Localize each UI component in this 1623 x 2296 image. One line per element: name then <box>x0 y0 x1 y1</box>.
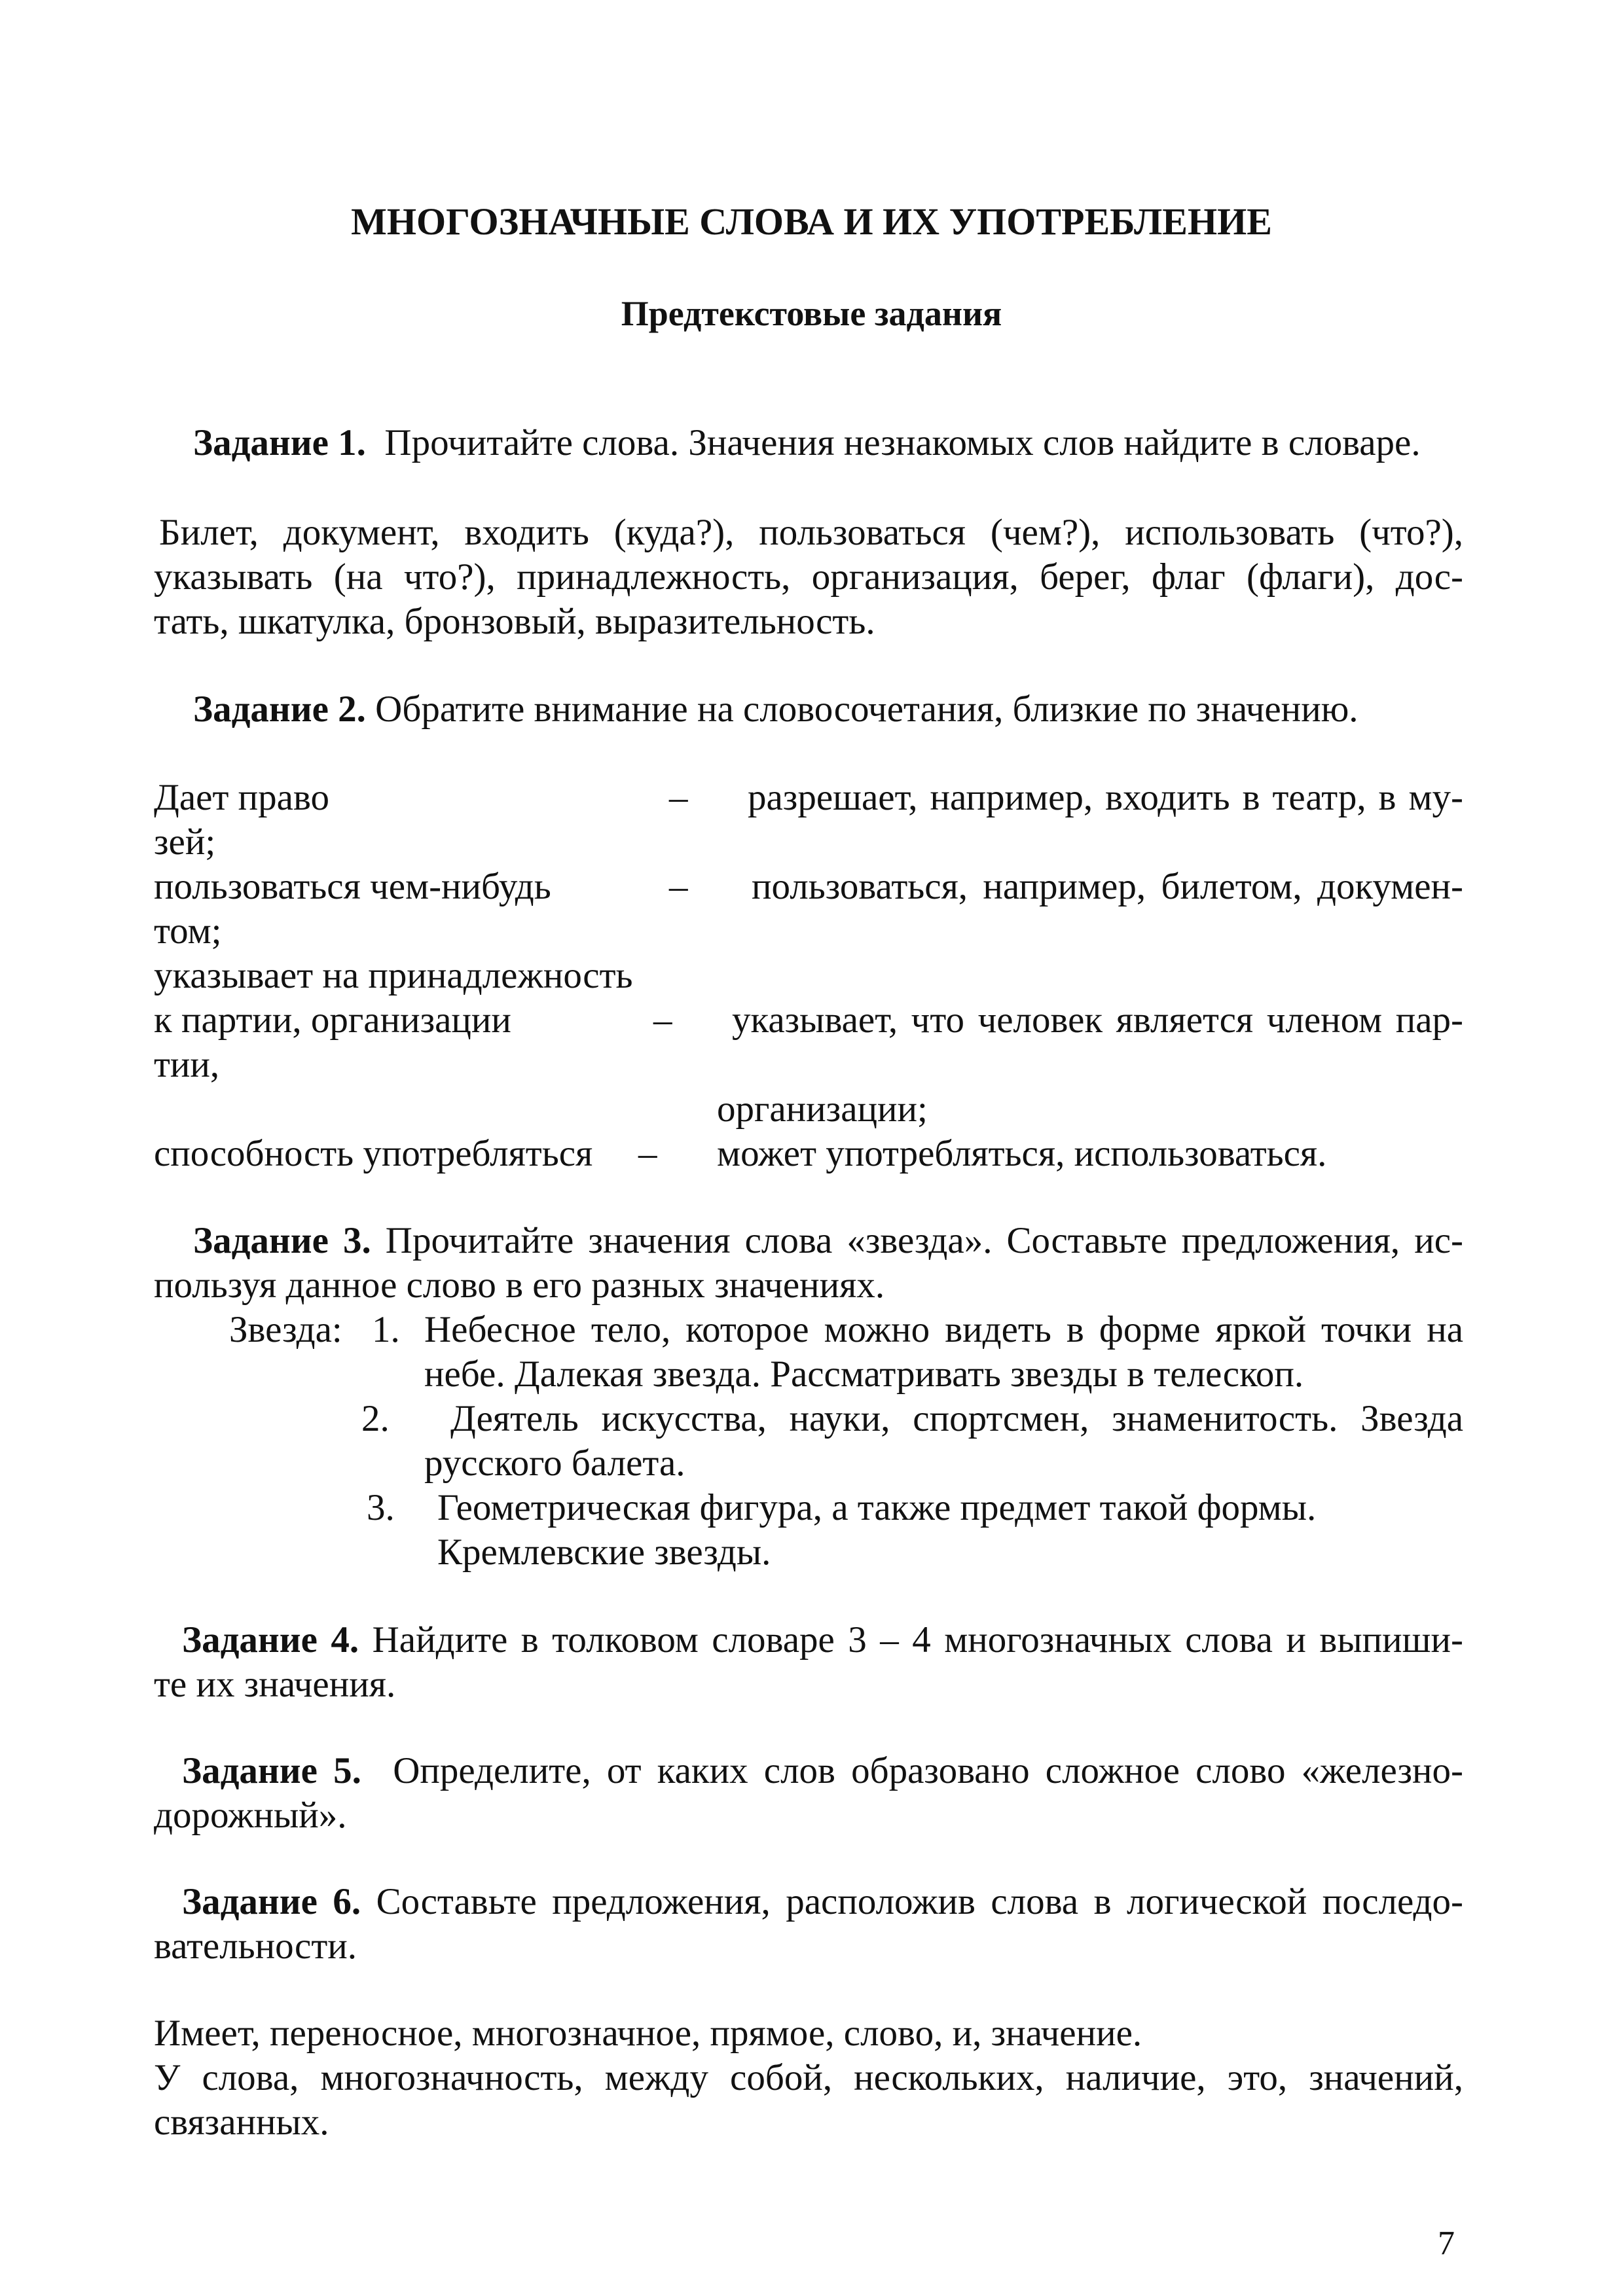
pair-3-continuation: тии, <box>154 1044 220 1085</box>
pair-3-left-line-1: указывает на принадлежность <box>154 955 633 996</box>
task-2-text: Обратите внимание на словосочетания, близкие по значению. <box>375 689 1359 730</box>
pair-3-dash: – <box>653 999 672 1041</box>
task-5-line-2: дорожный». <box>154 1795 347 1836</box>
task-3-line-1: Прочитайте значения слова «звезда». Составьте предложения, ис- <box>385 1220 1464 1261</box>
task-1-label: Задание 1. <box>193 422 366 463</box>
page-title: МНОГОЗНАЧНЫЕ СЛОВА И ИХ УПОТРЕБЛЕНИЕ <box>351 200 1272 243</box>
task-5-heading <box>182 1749 1463 1793</box>
task-4-line-1: Найдите в толковом словаре 3 – 4 многозначных слова и выпиши- <box>372 1619 1464 1660</box>
task-6-label: Задание 6. <box>182 1881 361 1922</box>
section-subtitle: Предтекстовые задания <box>621 294 1002 333</box>
task-6-line-1: Составьте предложения, расположив слова в логической последо- <box>376 1881 1463 1922</box>
meaning-1-line-1: Небесное тело, которое можно видеть в форме яркой точки на <box>424 1309 1463 1350</box>
pair-1-continuation: зей; <box>154 821 216 863</box>
pair-2-left: пользоваться чем-нибудь <box>154 866 551 907</box>
pair-2-right: пользоваться, например, билетом, докумен- <box>752 866 1463 907</box>
pair-4-dash: – <box>638 1133 657 1174</box>
task-1-text: Прочитайте слова. Значения незнакомых слов найдите в словаре. <box>384 422 1421 463</box>
task-6-sentence-2-line-1: У слова, многозначность, между собой, нескольких, наличие, это, значений, <box>154 2057 1463 2098</box>
task-6-heading <box>182 1880 1463 1924</box>
task-4-heading <box>182 1618 1463 1662</box>
task-4-label: Задание 4. <box>182 1619 359 1660</box>
meaning-1-number: 1. <box>372 1309 400 1350</box>
task-1-words-line-2: указывать (на что?), принадлежность, организация, берег, флаг (флаги), дос- <box>154 556 1463 598</box>
pair-4-right: может употребляться, использоваться. <box>717 1133 1327 1174</box>
pair-2-continuation: том; <box>154 910 222 952</box>
pair-1-right: разрешает, например, входить в театр, в му- <box>748 777 1463 818</box>
task-6-line-2: вательности. <box>154 1926 357 1967</box>
meaning-2-number: 2. <box>361 1398 390 1439</box>
task-3-heading <box>193 1219 1463 1263</box>
meaning-2-line-2: русского балета. <box>424 1443 685 1484</box>
task-3-line-2: пользуя данное слово в его разных значениях. <box>154 1265 885 1306</box>
pair-4-left: способность употребляться <box>154 1133 593 1174</box>
meaning-2-line-1: Деятель искусства, науки, спортсмен, знаменитость. Звезда <box>450 1398 1463 1439</box>
pair-3-right: указывает, что человек является членом пар- <box>732 999 1463 1041</box>
meaning-3-line-2: Кремлевские звезды. <box>437 1532 771 1573</box>
task-4-line-2: те их значения. <box>154 1664 396 1705</box>
task-1-heading <box>193 421 1421 465</box>
definition-word: Звезда: <box>229 1309 342 1350</box>
task-1-words-line-1: Билет, документ, входить (куда?), пользоваться (чем?), использовать (что?), <box>159 512 1463 553</box>
meaning-1-line-2: небе. Далекая звезда. Рассматривать звезды в телескоп. <box>424 1354 1304 1395</box>
pair-2-dash: – <box>669 866 688 907</box>
pair-3-right-line-2: организации; <box>717 1088 928 1130</box>
meaning-3-line-1: Геометрическая фигура, а также предмет такой формы. <box>437 1487 1317 1528</box>
task-1-words-line-3: тать, шкатулка, бронзовый, выразительность. <box>154 601 875 642</box>
pair-3-left-line-2: к партии, организации <box>154 999 511 1041</box>
pair-1-dash: – <box>669 777 688 818</box>
pair-1-left: Дает право <box>154 777 329 818</box>
task-5-line-1: Определите, от каких слов образовано сложное слово «железно- <box>393 1750 1464 1791</box>
page-number: 7 <box>1438 2225 1455 2262</box>
task-5-label: Задание 5. <box>182 1750 361 1791</box>
task-2-heading <box>193 687 1359 732</box>
task-6-sentence-2-line-2: связанных. <box>154 2102 329 2143</box>
task-6-sentence-1: Имеет, переносное, многозначное, прямое, слово, и, значение. <box>154 2013 1142 2054</box>
meaning-3-number: 3. <box>367 1487 395 1528</box>
task-3-label: Задание 3. <box>193 1220 371 1261</box>
task-2-label: Задание 2. <box>193 689 366 730</box>
